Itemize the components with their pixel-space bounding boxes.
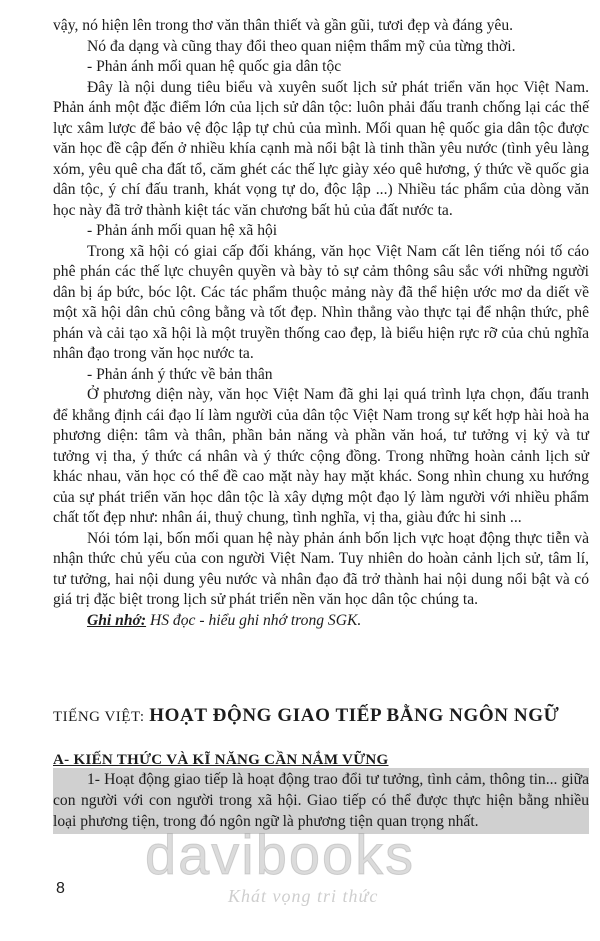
subsection-heading: A- KIẾN THỨC VÀ KĨ NĂNG CẦN NẮM VỮNG — [53, 752, 389, 768]
heading-national-relation: - Phản ánh mối quan hệ quốc gia dân tộc — [87, 58, 342, 75]
heading-social-relation: - Phản ánh mối quan hệ xã hội — [87, 222, 278, 239]
section-title: HOẠT ĐỘNG GIAO TIẾP BẰNG NGÔN NGỮ — [149, 705, 560, 726]
body-text — [53, 16, 589, 631]
watermark-slogan: Khát vọng tri thức — [228, 886, 379, 906]
note-line — [53, 611, 589, 632]
section-prefix: TIẾNG VIỆT: — [53, 709, 145, 725]
paragraph-social-relation: Trong xã hội có giai cấp đối kháng, văn học Việt Nam cất lên tiếng nói tố cáo phê phán các thế lực chuyên quyền và bày tỏ sự cảm thông sâu sắc với những người dân bị áp bức, bóc lột. Các tác phẩm thuộc mảng này đã thể hiện ước mơ da diết về một xã hội dân chủ công bằng và tốt đẹp. Nhìn thẳng vào thực tại để nhận thức, phê phán và cải tạo xã hội là một truyền thống cao đẹp, là biểu hiện rực rỡ của chủ nghĩa nhân đạo trong văn học nước ta. — [53, 242, 589, 362]
paragraph-continuation-line-2: Nó đa dạng và cũng thay đổi theo quan niệm thẩm mỹ của từng thời. — [87, 37, 516, 55]
paragraph-summary: Nói tóm lại, bốn mối quan hệ này phản ánh bốn lịch vực hoạt động thực tiễn và nhận thức chủ yếu của con người Việt Nam. Tuy nhiên do hoàn cảnh lịch sử, tâm lí, tư tưởng, hai nội dung yêu nước và nhân đạo đã trở thành hai nội dung nổi bật và có giá trị đặc biệt trong lịch sử phát triển nền văn học dân tộc chúng ta. — [53, 529, 589, 608]
note-label: Ghi nhớ: — [87, 611, 147, 629]
heading-self-awareness: - Phản ánh ý thức về bản thân — [87, 365, 273, 383]
watermark-logo: davibooks — [145, 823, 416, 886]
page-number: 8 — [56, 880, 65, 897]
paragraph-national-relation: Đây là nội dung tiêu biểu và xuyên suốt lịch sử phát triển văn học Việt Nam. Phản ánh một đặc điểm lớn của lịch sử dân tộc: luôn phải đấu tranh chống lại các thế lực xâm lược để bảo vệ độc lập tự chủ của mình. Mối quan hệ quốc gia dân tộc được văn học đề cập đến ở nhiều khía cạnh mà nổi bật là tinh thần yêu nước (tình yêu làng xóm, yêu quê cha đất tổ, căm ghét các thế lực giày xéo quê hương, ý thức về quốc gia dân tộc, ý chí đấu tranh, khát vọng tự do, độc lập ...) Nhiều tác phẩm của dòng văn học này đã trở thành kiệt tác văn chương bất hủ của đất nước ta. — [53, 78, 589, 219]
paragraph-continuation-line-1: vậy, nó hiện lên trong thơ văn thân thiết và gần gũi, tươi đẹp và đáng yêu. — [53, 17, 514, 34]
section-heading — [53, 704, 593, 729]
paragraph-self-awareness: Ở phương diện này, văn học Việt Nam đã ghi lại quá trình lựa chọn, đấu tranh để khẳng định cái đạo lí làm người của dân tộc Việt Nam trong sự kết hợp hài hoà ha phương diện: tâm và thân, phần bản năng và phần văn hoá, tư tưởng vị kỷ và tư tưởng vị tha, ý thức cá nhân và ý thức cộng đồng. Trong những hoàn cảnh lịch sử khác nhau, văn học có thể đề cao mặt này hay mặt khác. Song nhìn chung xu hướng của sự phát triển văn học dân tộc là xây dựng một đạo lý làm người với nhiều phẩm chất tốt đẹp như: nhân ái, thuỷ chung, tình nghĩa, vị tha, giàu đức hi sinh ... — [53, 386, 589, 526]
shaded-text-box — [53, 768, 589, 834]
note-text: HS đọc - hiểu ghi nhớ trong SGK. — [146, 611, 362, 629]
point-1: 1- Hoạt động giao tiếp là hoạt động trao đổi tư tưởng, tình cảm, thông tin... giữa con người với con người trong xã hội. Giao tiếp có thể được thực hiện bằng nhiều loại phương tiện, trong đó ngôn ngữ là phương tiện quan trọng nhất. — [53, 771, 589, 830]
